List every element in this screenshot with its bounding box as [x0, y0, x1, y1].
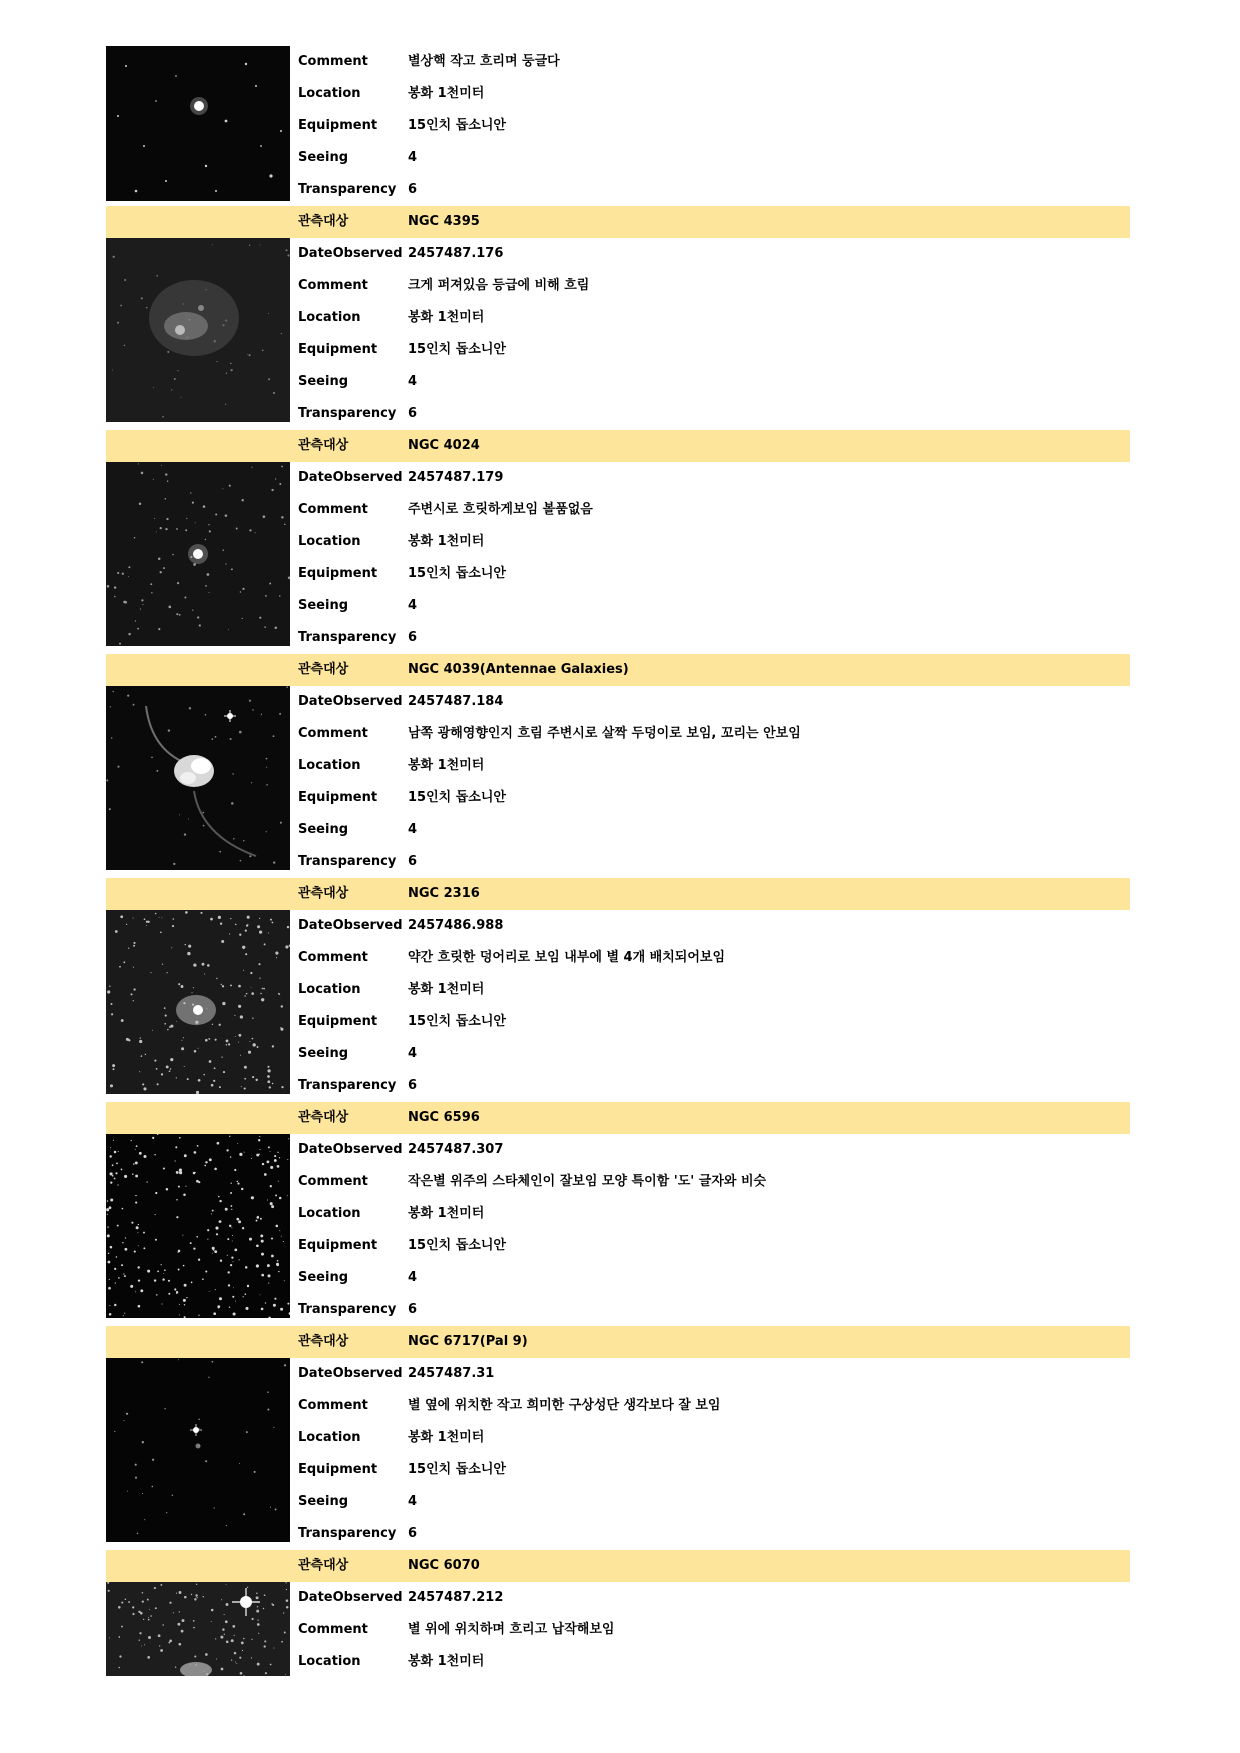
field-label: Comment [298, 1174, 368, 1189]
observation-entries [106, 206, 1130, 1678]
field-label: Equipment [298, 1014, 378, 1029]
field-value: 15인치 돕소니안 [408, 566, 506, 581]
field-value: 2457487.176 [408, 246, 504, 261]
field-label: Transparency [298, 406, 397, 421]
field-date [106, 1358, 1130, 1390]
field-comment [106, 942, 1130, 974]
field-value: 주변시로 흐릿하게보임 볼품없음 [408, 502, 593, 517]
field-label: Seeing [298, 1494, 349, 1509]
field-location [106, 302, 1130, 334]
field-location [106, 974, 1130, 1006]
field-seeing [106, 1262, 1130, 1294]
field-value: 15인치 돕소니안 [408, 342, 506, 357]
field-value: 6 [408, 854, 418, 869]
field-seeing [106, 590, 1130, 622]
entry-body [106, 686, 1130, 878]
field-equipment [106, 558, 1130, 590]
field-equipment [106, 1006, 1130, 1038]
field-label: Seeing [298, 598, 349, 613]
field-value: 봉화 1천미터 [408, 982, 485, 997]
field-label: DateObserved [298, 694, 403, 709]
field-label: Equipment [298, 342, 378, 357]
field-equipment [106, 110, 1130, 142]
field-value: 15인치 돕소니안 [408, 790, 506, 805]
observation-entry [106, 430, 1130, 654]
field-label: Transparency [298, 630, 397, 645]
field-value: 4 [408, 150, 418, 165]
field-value: 약간 흐릿한 덩어리로 보임 내부에 별 4개 배치되어보임 [408, 950, 726, 965]
target-label: 관측대상 [298, 214, 349, 229]
field-transparency [106, 1070, 1130, 1102]
field-value: 15인치 돕소니안 [408, 118, 506, 133]
field-label: Location [298, 534, 361, 549]
field-label: Comment [298, 278, 368, 293]
field-label: Location [298, 310, 361, 325]
field-value: 6 [408, 406, 418, 421]
field-comment [106, 1614, 1130, 1646]
field-label: Transparency [298, 1526, 397, 1541]
field-value: 2457486.988 [408, 918, 504, 933]
field-label: Comment [298, 950, 368, 965]
field-value: 4 [408, 374, 418, 389]
field-date [106, 1134, 1130, 1166]
field-label: Transparency [298, 1078, 397, 1093]
field-label: Equipment [298, 1238, 378, 1253]
observation-entry [106, 1102, 1130, 1326]
target-label: 관측대상 [298, 1558, 349, 1573]
field-value: 15인치 돕소니안 [408, 1462, 506, 1477]
field-value: 봉화 1천미터 [408, 1430, 485, 1445]
field-label: Comment [298, 726, 368, 741]
field-value: 2457487.31 [408, 1366, 495, 1381]
entry-body [106, 1134, 1130, 1326]
field-value: 2457487.212 [408, 1590, 504, 1605]
field-value: 2457487.307 [408, 1142, 504, 1157]
observation-entry [106, 654, 1130, 878]
field-transparency [106, 622, 1130, 654]
field-label: Equipment [298, 1462, 378, 1477]
field-seeing [106, 1038, 1130, 1070]
field-value: 4 [408, 1046, 418, 1061]
target-name: NGC 4395 [408, 214, 480, 229]
observation-entry [106, 1326, 1130, 1550]
field-label: DateObserved [298, 918, 403, 933]
field-value: 4 [408, 598, 418, 613]
entry-body [106, 1358, 1130, 1550]
field-value: 6 [408, 1078, 418, 1093]
field-comment [106, 270, 1130, 302]
field-value: 별 옆에 위치한 작고 희미한 구상성단 생각보다 잘 보임 [408, 1398, 721, 1413]
field-equipment [106, 1230, 1130, 1262]
target-header [106, 206, 1130, 238]
field-value: 봉화 1천미터 [408, 534, 485, 549]
field-label: Comment [298, 1622, 368, 1637]
target-header [106, 1326, 1130, 1358]
target-header [106, 1102, 1130, 1134]
target-name: NGC 6717(Pal 9) [408, 1334, 528, 1349]
field-transparency [106, 174, 1130, 206]
field-date [106, 462, 1130, 494]
target-label: 관측대상 [298, 1110, 349, 1125]
field-value: 2457487.179 [408, 470, 504, 485]
field-label: Equipment [298, 790, 378, 805]
field-date [106, 238, 1130, 270]
field-comment [106, 718, 1130, 750]
field-value: 4 [408, 822, 418, 837]
field-label: Equipment [298, 566, 378, 581]
field-label: Comment [298, 54, 368, 69]
field-location [106, 78, 1130, 110]
field-label: DateObserved [298, 1366, 403, 1381]
field-label: DateObserved [298, 470, 403, 485]
field-value: 별 위에 위치하며 흐리고 납작해보임 [408, 1622, 615, 1637]
field-value: 4 [408, 1270, 418, 1285]
field-comment [106, 1390, 1130, 1422]
field-value: 봉화 1천미터 [408, 86, 485, 101]
field-seeing [106, 142, 1130, 174]
target-header [106, 430, 1130, 462]
field-label: Seeing [298, 1270, 349, 1285]
field-value: 봉화 1천미터 [408, 310, 485, 325]
entry-body [106, 462, 1130, 654]
field-value: 15인치 돕소니안 [408, 1238, 506, 1253]
field-value: 작은별 위주의 스타체인이 잘보임 모양 특이함 '도' 글자와 비슷 [408, 1174, 767, 1189]
field-label: Transparency [298, 1302, 397, 1317]
field-label: Location [298, 1654, 361, 1669]
field-seeing [106, 1486, 1130, 1518]
field-label: DateObserved [298, 246, 403, 261]
field-value: 6 [408, 630, 418, 645]
entry-body [106, 238, 1130, 430]
target-label: 관측대상 [298, 662, 349, 677]
field-date [106, 1582, 1130, 1614]
target-label: 관측대상 [298, 886, 349, 901]
field-comment [106, 494, 1130, 526]
target-name: NGC 2316 [408, 886, 480, 901]
field-label: Seeing [298, 822, 349, 837]
observation-entry [106, 206, 1130, 430]
field-location [106, 1422, 1130, 1454]
field-equipment [106, 782, 1130, 814]
field-transparency [106, 1294, 1130, 1326]
field-location [106, 1198, 1130, 1230]
observation-entry-partial [106, 46, 1130, 206]
entry-body [106, 1582, 1130, 1678]
field-value: 별상핵 작고 흐리며 둥글다 [408, 54, 560, 69]
field-seeing [106, 814, 1130, 846]
target-name: NGC 6596 [408, 1110, 480, 1125]
field-label: Seeing [298, 150, 349, 165]
field-label: DateObserved [298, 1142, 403, 1157]
field-label: Location [298, 758, 361, 773]
field-value: 크게 퍼져있음 등급에 비해 흐림 [408, 278, 590, 293]
field-label: Comment [298, 1398, 368, 1413]
target-label: 관측대상 [298, 438, 349, 453]
field-label: Seeing [298, 1046, 349, 1061]
field-transparency [106, 846, 1130, 878]
field-label: Transparency [298, 182, 397, 197]
field-location [106, 526, 1130, 558]
field-value: 봉화 1천미터 [408, 1206, 485, 1221]
field-value: 6 [408, 1302, 418, 1317]
observation-log [106, 46, 1130, 1678]
target-name: NGC 4024 [408, 438, 480, 453]
field-label: Location [298, 1206, 361, 1221]
target-label: 관측대상 [298, 1334, 349, 1349]
field-date [106, 686, 1130, 718]
field-label: DateObserved [298, 1590, 403, 1605]
observation-entry [106, 878, 1130, 1102]
field-transparency [106, 1518, 1130, 1550]
field-label: Location [298, 86, 361, 101]
field-label: Location [298, 982, 361, 997]
target-name: NGC 4039(Antennae Galaxies) [408, 662, 629, 677]
field-value: 4 [408, 1494, 418, 1509]
field-value: 봉화 1천미터 [408, 1654, 485, 1669]
field-value: 15인치 돕소니안 [408, 1014, 506, 1029]
observation-entry [106, 1550, 1130, 1678]
target-header [106, 878, 1130, 910]
field-label: Transparency [298, 854, 397, 869]
field-comment [106, 1166, 1130, 1198]
target-name: NGC 6070 [408, 1558, 480, 1573]
field-value: 6 [408, 1526, 418, 1541]
field-date [106, 910, 1130, 942]
field-label: Location [298, 1430, 361, 1445]
field-comment [106, 46, 1130, 78]
field-value: 6 [408, 182, 418, 197]
target-header [106, 654, 1130, 686]
field-seeing [106, 366, 1130, 398]
field-location [106, 750, 1130, 782]
field-label: Seeing [298, 374, 349, 389]
target-header [106, 1550, 1130, 1582]
field-value: 남쪽 광해영향인지 흐림 주변시로 살짝 두덩이로 보임, 꼬리는 안보임 [408, 726, 801, 741]
field-value: 봉화 1천미터 [408, 758, 485, 773]
field-label: Comment [298, 502, 368, 517]
field-value: 2457487.184 [408, 694, 504, 709]
field-equipment [106, 334, 1130, 366]
field-transparency [106, 398, 1130, 430]
field-label: Equipment [298, 118, 378, 133]
entry-body [106, 910, 1130, 1102]
field-equipment [106, 1454, 1130, 1486]
field-location [106, 1646, 1130, 1678]
